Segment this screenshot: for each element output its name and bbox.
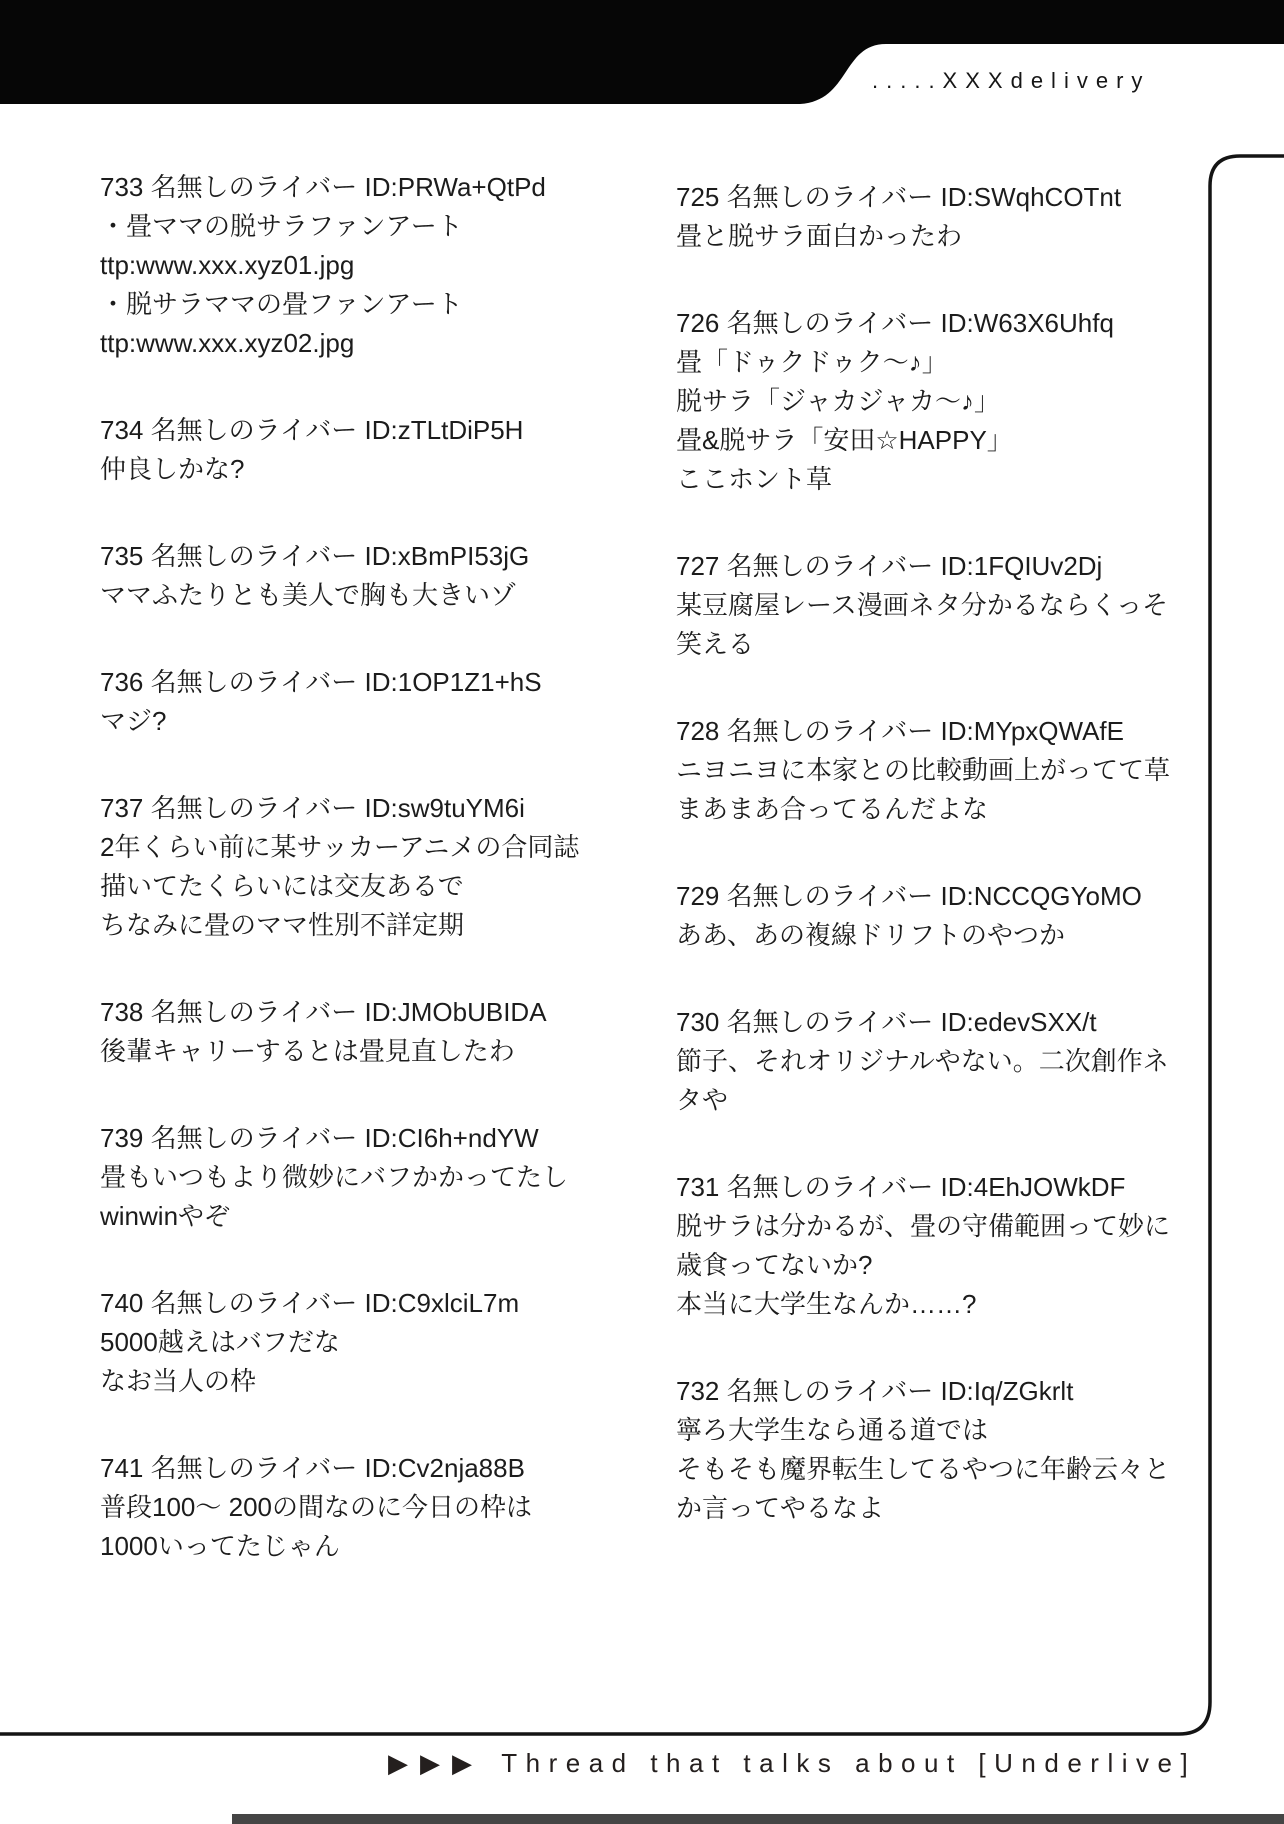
post-header: 737 名無しのライバー ID:sw9tuYM6i [100, 793, 525, 823]
post-header: 729 名無しのライバー ID:NCCQGYoMO [676, 881, 1142, 911]
thread-column-1 [100, 0, 579, 1614]
post-header: 736 名無しのライバー ID:1OP1Z1+hS [100, 667, 542, 697]
post-body-line: そもそも魔界転生してるやつに年齢云々と [676, 1454, 1171, 1484]
post-header: 740 名無しのライバー ID:C9xlciL7m [100, 1288, 520, 1318]
post-body-line: 本当に大学生なんか……? [676, 1289, 977, 1319]
post-body-line: ・畳ママの脱サラファンアート [100, 211, 463, 241]
post-body-line: ttp:www.xxx.xyz01.jpg [100, 250, 355, 280]
post-body-line: まあまあ合ってるんだよな [676, 794, 989, 824]
post-body-line: ああ、あの複線ドリフトのやつか [676, 920, 1065, 950]
post-body-line: 描いてたくらいには交友あるで [100, 871, 464, 901]
post-736 [100, 663, 579, 741]
post-body-line: 節子、それオリジナルやない。二次創作ネ [676, 1046, 1169, 1076]
post-body-line: 脱サラ「ジャカジャカ～♪」 [676, 386, 1000, 416]
post-body-line: ママふたりとも美人で胸も大きいゾ [100, 580, 517, 610]
post-739 [100, 1119, 579, 1236]
post-header: 730 名無しのライバー ID:edevSXX/t [676, 1007, 1097, 1037]
post-header: 725 名無しのライバー ID:SWqhCOTnt [676, 182, 1122, 212]
post-body-line: 畳&脱サラ「安田☆HAPPY」 [676, 425, 1013, 455]
triple-arrow-icon: ▶▶▶ [388, 1748, 484, 1778]
post-body-line: 笑える [676, 629, 755, 659]
post-body-line: 歳食ってないか? [676, 1250, 873, 1280]
post-body-line: 1000いってたじゃん [100, 1531, 340, 1561]
post-body-line: 畳もいつもより微妙にバフかかってたし [100, 1162, 569, 1192]
post-725 [676, 178, 1170, 256]
post-body-line: ここホント草 [676, 464, 833, 494]
post-body-line: 畳「ドゥクドゥク～♪」 [676, 347, 948, 377]
post-body-line: タや [676, 1085, 729, 1115]
post-735 [100, 537, 579, 615]
brand-label: .....XXXdelivery [872, 68, 1151, 93]
post-body-line: 畳と脱サラ面白かったわ [676, 221, 963, 251]
post-730 [676, 1003, 1170, 1120]
post-body-line: 仲良しかな? [100, 454, 245, 484]
post-header: 734 名無しのライバー ID:zTLtDiP5H [100, 415, 524, 445]
post-738 [100, 993, 579, 1071]
footer-label: Thread that talks about [Underlive] [501, 1748, 1197, 1778]
post-body-line: なお当人の枠 [100, 1366, 257, 1396]
post-body-line: ちなみに畳のママ性別不詳定期 [100, 910, 465, 940]
post-header: 735 名無しのライバー ID:xBmPI53jG [100, 541, 530, 571]
post-header: 741 名無しのライバー ID:Cv2nja88B [100, 1453, 525, 1483]
post-731 [676, 1168, 1170, 1324]
post-732 [676, 1372, 1170, 1528]
post-body-line: マジ? [100, 706, 167, 736]
post-741 [100, 1449, 579, 1566]
post-727 [676, 547, 1170, 664]
post-body-line: 某豆腐屋レース漫画ネタ分かるならくっそ [676, 590, 1169, 620]
post-726 [676, 304, 1170, 499]
post-header: 727 名無しのライバー ID:1FQIUv2Dj [676, 551, 1103, 581]
post-body-line: ・脱サラママの畳ファンアート [100, 289, 463, 319]
post-body-line: 脱サラは分かるが、畳の守備範囲って妙に [676, 1211, 1171, 1241]
post-body-line: ニヨニヨに本家との比較動画上がってて草 [676, 755, 1171, 785]
footer-caption [388, 1748, 1196, 1779]
post-740 [100, 1284, 579, 1401]
post-header: 738 名無しのライバー ID:JMObUBIDA [100, 997, 547, 1027]
post-header: 731 名無しのライバー ID:4EhJOWkDF [676, 1172, 1126, 1202]
post-body-line: か言ってやるなよ [676, 1493, 885, 1523]
post-header: 726 名無しのライバー ID:W63X6Uhfq [676, 308, 1114, 338]
post-header: 732 名無しのライバー ID:Iq/ZGkrlt [676, 1376, 1074, 1406]
post-734 [100, 411, 579, 489]
post-737 [100, 789, 579, 945]
post-body-line: 寧ろ大学生なら通る道では [676, 1415, 989, 1445]
post-body-line: 5000越えはバフだな [100, 1327, 340, 1357]
page-edge-strip [232, 1814, 1284, 1824]
thread-column-2 [676, 0, 1170, 1576]
post-733 [100, 168, 579, 363]
post-body-line: 2年くらい前に某サッカーアニメの合同誌 [100, 832, 580, 862]
post-header: 728 名無しのライバー ID:MYpxQWAfE [676, 716, 1124, 746]
post-body-line: 普段100～ 200の間なのに今日の枠は [100, 1492, 532, 1522]
post-body-line: ttp:www.xxx.xyz02.jpg [100, 328, 355, 358]
post-729 [676, 877, 1170, 955]
post-body-line: winwinやぞ [100, 1201, 231, 1231]
post-body-line: 後輩キャリーするとは畳見直したわ [100, 1036, 515, 1066]
post-header: 733 名無しのライバー ID:PRWa+QtPd [100, 172, 546, 202]
post-728 [676, 712, 1170, 829]
post-header: 739 名無しのライバー ID:CI6h+ndYW [100, 1123, 539, 1153]
